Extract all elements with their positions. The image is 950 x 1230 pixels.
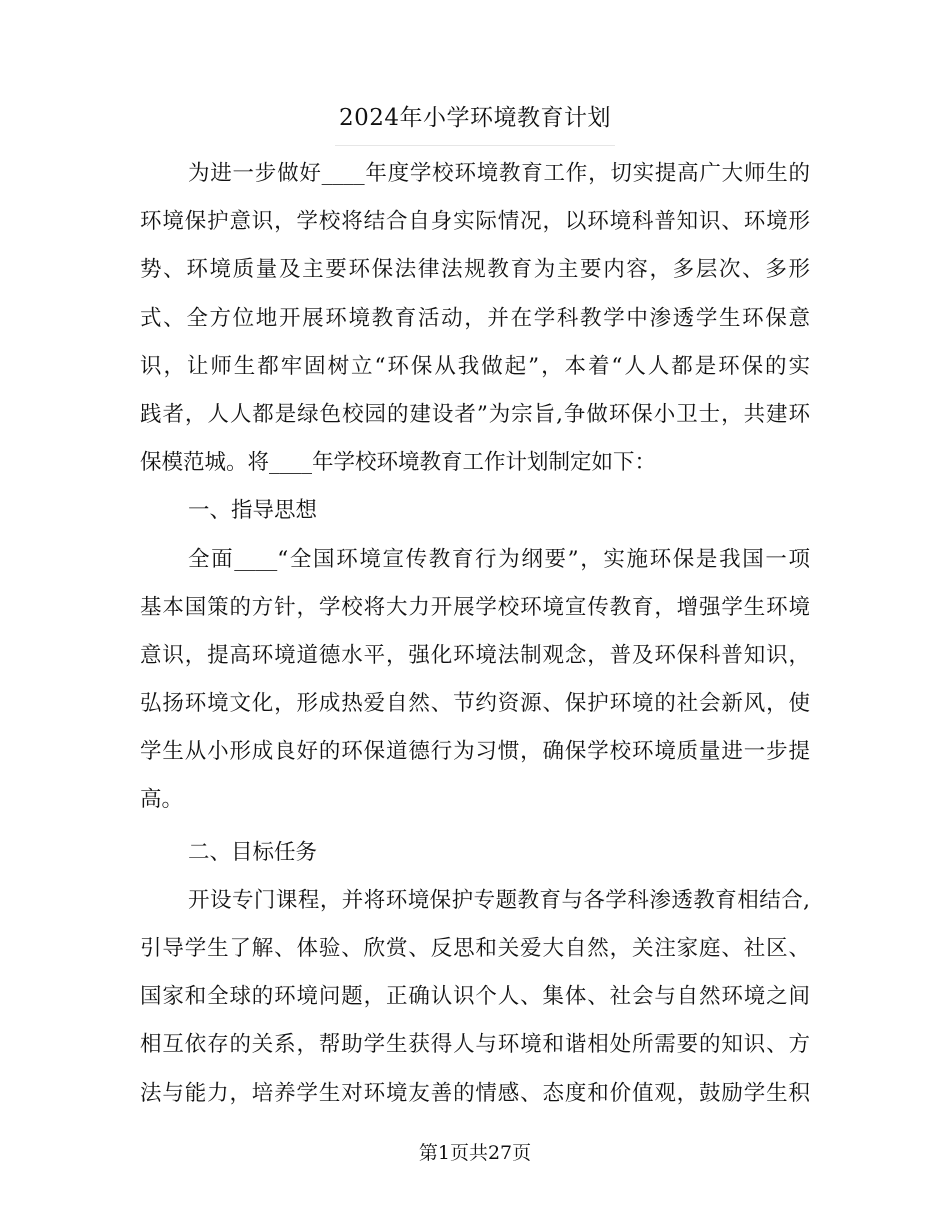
- text-line: 环境保护意识，学校将结合自身实际情况，以环境科普知识、环境形: [140, 209, 810, 235]
- text-line: 为进一步做好____年度学校环境教育工作，切实提高广大师生的: [188, 161, 810, 186]
- paragraph-intro: [140, 150, 810, 487]
- section-heading: 二、目标任务: [188, 839, 318, 865]
- text-line: 开设专门课程，并将环境保护专题教育与各学科渗透教育相结合,: [188, 887, 810, 913]
- section-heading-guiding-ideology: [140, 487, 810, 535]
- paragraph-goals: [140, 877, 810, 1118]
- text-line: 势、环境质量及主要环保法律法规教育为主要内容，多层次、多形: [140, 257, 810, 283]
- text-line: 全面____“全国环境宣传教育行为纲要”，实施环保是我国一项: [188, 546, 810, 572]
- text-line: 基本国策的方针，学校将大力开展学校环境宣传教育，增强学生环境: [140, 594, 810, 620]
- title-underline: [335, 145, 615, 146]
- text-line: 引导学生了解、体验、欣赏、反思和关爱大自然，关注家庭、社区、: [140, 936, 810, 961]
- paragraph-guiding-ideology: [140, 536, 810, 825]
- text-line: 国家和全球的环境问题，正确认识个人、集体、社会与自然环境之间: [140, 984, 810, 1010]
- document-title: 2024年小学环境教育计划: [338, 105, 612, 131]
- text-line: 识，让师生都牢固树立“环保从我做起”，本着“人人都是环保的实: [140, 353, 810, 379]
- text-line: 法与能力，培养学生对环境友善的情感、态度和价值观，鼓励学生积: [140, 1080, 810, 1106]
- text-line: 弘扬环境文化，形成热爱自然、节约资源、保护环境的社会新风，使: [140, 691, 810, 717]
- text-line: 学生从小形成良好的环保道德行为习惯，确保学校环境质量进一步提: [140, 739, 810, 765]
- section-heading: 一、指导思想: [188, 498, 318, 524]
- text-line: 相互依存的关系，帮助学生获得人与环境和谐相处所需要的知识、方: [140, 1032, 810, 1058]
- document-body: [140, 150, 810, 1118]
- text-line: 高。: [140, 787, 184, 813]
- text-line: 意识，提高环境道德水平，强化环境法制观念，普及环保科普知识，: [140, 642, 810, 668]
- section-heading-goals: [140, 829, 810, 877]
- text-line: 保模范城。将____年学校环境教育工作计划制定如下：: [140, 450, 657, 476]
- text-line: 践者，人人都是绿色校园的建设者”为宗旨,争做环保小卫士，共建环: [140, 401, 810, 427]
- text-line: 式、全方位地开展环境教育活动，并在学科教学中渗透学生环保意: [140, 305, 810, 331]
- page-footer: 第1页共27页: [418, 1142, 532, 1164]
